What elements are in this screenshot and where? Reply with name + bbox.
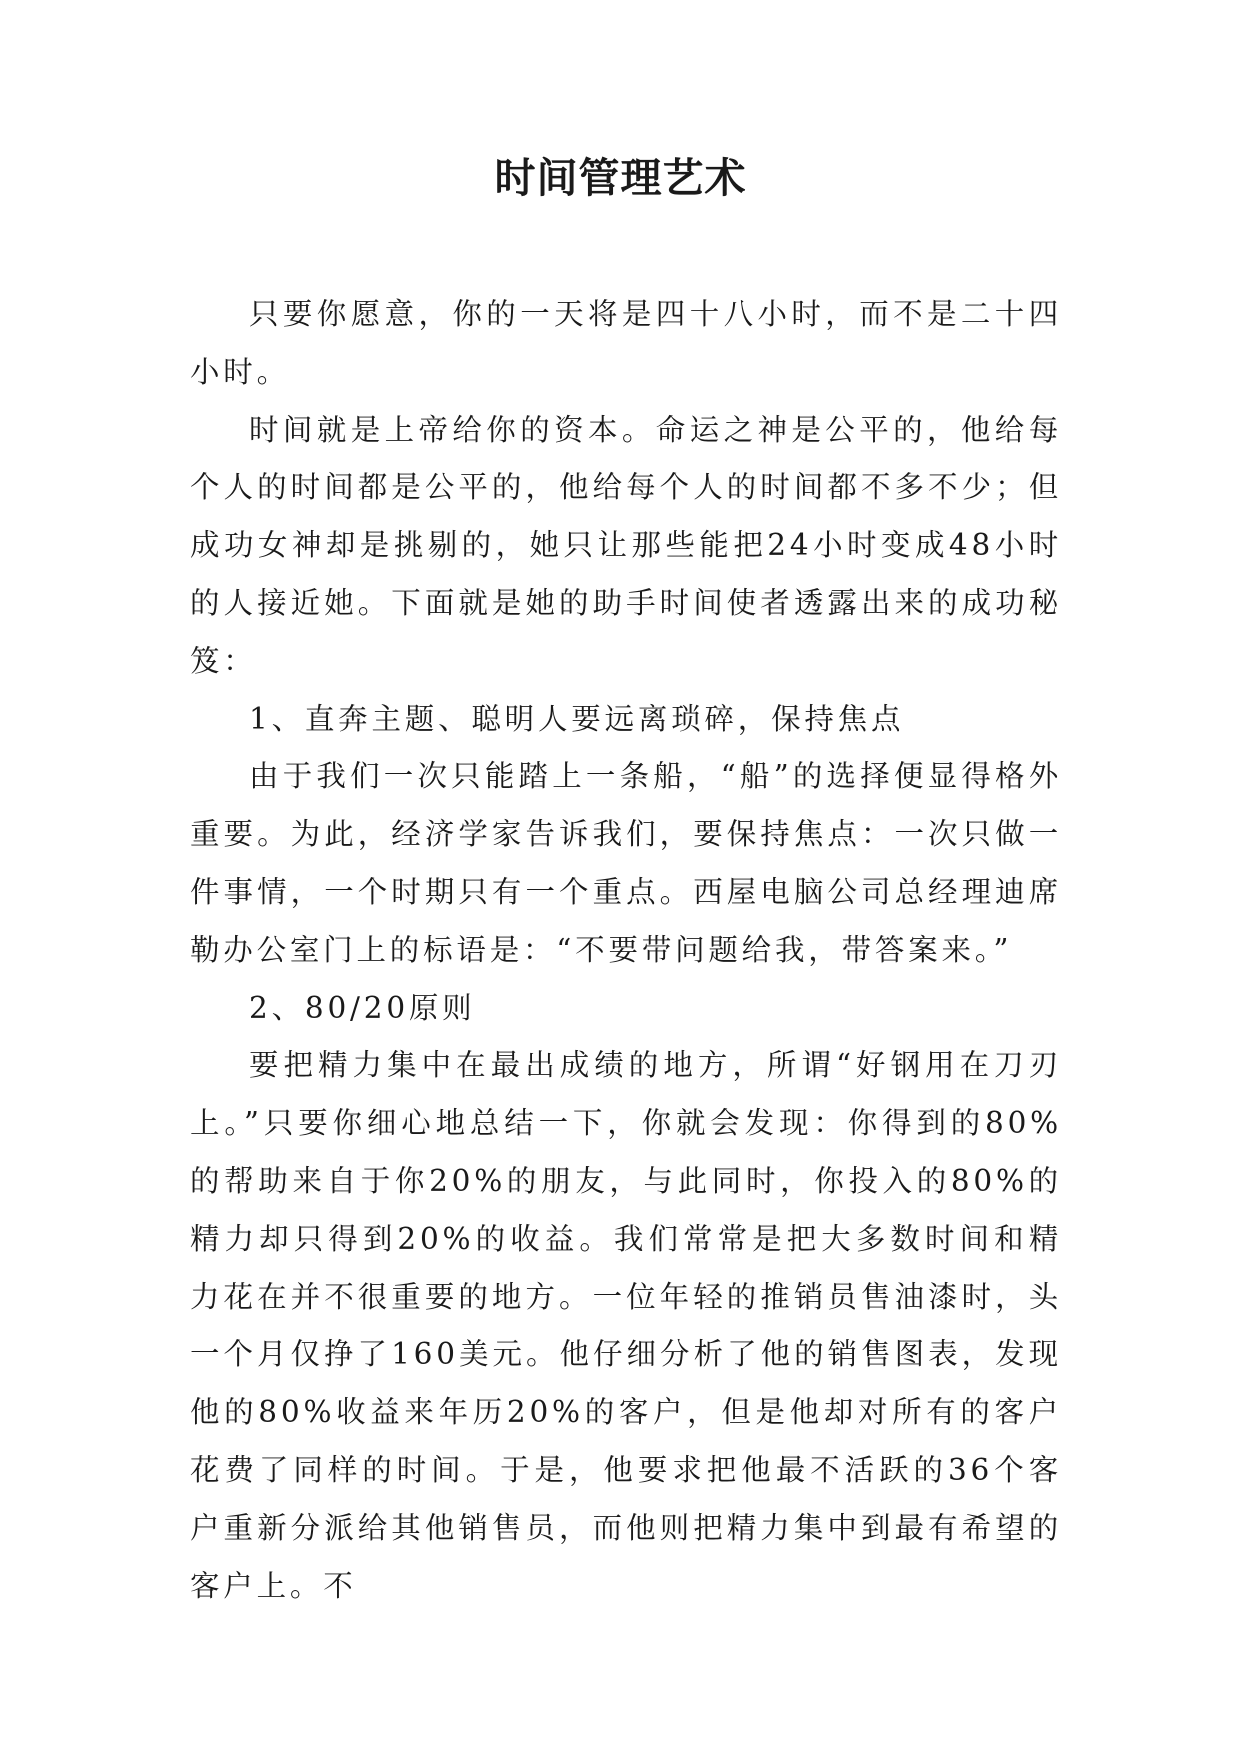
paragraph-capital: 时间就是上帝给你的资本。命运之神是公平的，他给每个人的时间都是公平的，他给每个人的时间都不多不少；但成功女神却是挑剔的，她只让那些能把24小时变成48小时的人接近她。下面就是她的助手时间使者透露出来的成功秘笈： <box>190 412 1062 678</box>
paragraph-focus: 由于我们一次只能踏上一条船，“船”的选择便显得格外重要。为此，经济学家告诉我们，要保持焦点：一次只做一件事情，一个时期只有一个重点。西屋电脑公司总经理迪席勒办公室门上的标语是：“不要带问题给我，带答案来。” <box>190 759 1062 967</box>
paragraph-intro: 只要你愿意，你的一天将是四十八小时，而不是二十四小时。 <box>190 297 1062 389</box>
document-body <box>190 286 1062 1615</box>
document-title: 时间管理艺术 <box>494 154 747 202</box>
section-heading-2: 2、80/20原则 <box>249 990 476 1025</box>
paragraph-80-20: 要把精力集中在最出成绩的地方，所谓“好钢用在刀刃上。”只要你细心地总结一下，你就会发现：你得到的80%的帮助来自于你20%的朋友，与此同时，你投入的80%的精力却只得到20%的收益。我们常常是把大多数时间和精力花在并不很重要的地方。一位年轻的推销员售油漆时，头一个月仅挣了160美元。他仔细分析了他的销售图表，发现他的80%收益来年历20%的客户，但是他却对所有的客户花费了同样的时间。于是，他要求把他最不活跃的36个客户重新分派给其他销售员，而他则把精力集中到最有希望的客户上。不 <box>190 1048 1062 1603</box>
section-heading-1: 1、直奔主题、聪明人要远离琐碎，保持焦点 <box>249 701 905 736</box>
